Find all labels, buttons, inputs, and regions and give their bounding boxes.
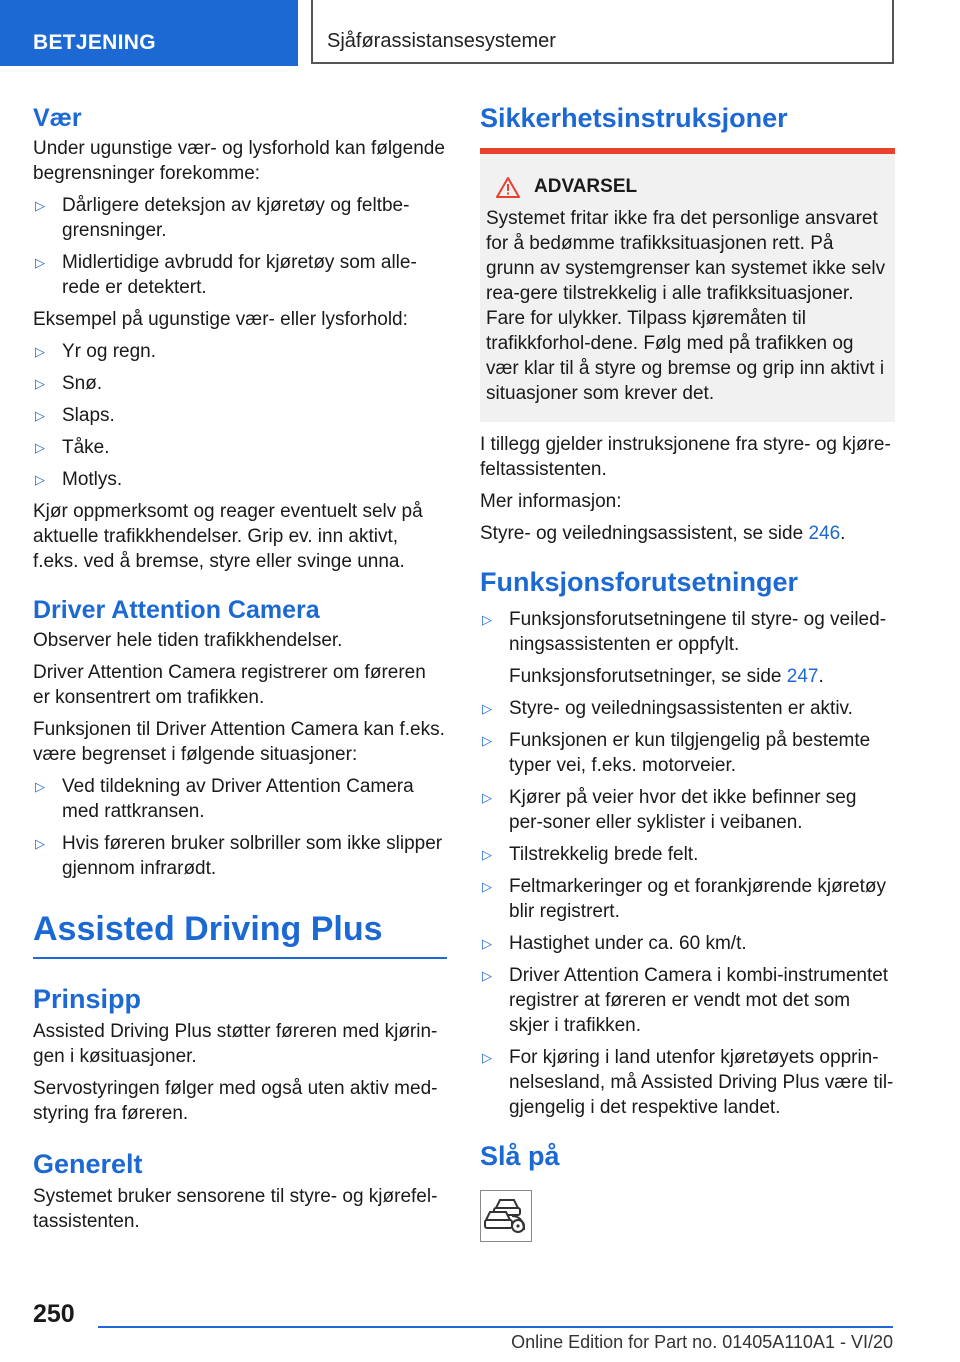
bullet-icon: ▷	[35, 198, 45, 213]
list-item: ▷ Feltmarkeringer og et forankjørende kjøretøy blir registrert.	[482, 876, 886, 922]
bullet-icon: ▷	[482, 790, 492, 805]
principle-p1: Assisted Driving Plus støtter føreren med kjørin-gen i køsituasjoner.	[33, 1021, 438, 1067]
bullet-icon: ▷	[35, 440, 45, 455]
warning-box	[480, 148, 895, 422]
camera-p3: Funksjonen til Driver Attention Camera kan f.eks. være begrenset i følgende situasjoner:	[33, 719, 445, 765]
principle-heading: Prinsipp	[33, 984, 142, 1014]
bullet-icon: ▷	[35, 836, 45, 851]
camera-p2: Driver Attention Camera registrerer om føreren er konsentrert om trafikken.	[33, 662, 426, 708]
chapter-title: Sjåførassistansesystemer	[311, 0, 894, 64]
principle-p2: Servostyringen følger med også uten aktiv med-styring fra føreren.	[33, 1078, 438, 1124]
page-number: 250	[33, 1300, 75, 1328]
warning-triangle-icon	[496, 177, 520, 198]
list-item: ▷ Midlertidige avbrudd for kjøretøy som alle-rede er detektert.	[35, 252, 417, 298]
list-item: ▷ Tilstrekkelig brede felt.	[482, 844, 699, 865]
footer-edition: Online Edition for Part no. 01405A110A1 - VI/20	[98, 1326, 893, 1353]
list-item: ▷ Kjører på veier hvor det ikke befinner seg per-soner eller syklister i veibanen.	[482, 787, 857, 833]
list-item: ▷ Tåke.	[35, 437, 110, 458]
list-item: ▷ Dårligere deteksjon av kjøretøy og feltbe-grensninger.	[35, 195, 410, 241]
requirements-list	[480, 607, 895, 1120]
safety-p1: I tillegg gjelder instruksjonene fra styre- og kjøre-feltassistenten.	[480, 434, 891, 480]
list-item: ▷ For kjøring i land utenfor kjøretøyets opprin-nelsesland, må Assisted Driving Plus være til-gjengelig i det respektive landet.	[482, 1047, 894, 1118]
requirements-ref: Funksjonsforutsetninger, se side 247.	[509, 666, 824, 687]
bullet-icon: ▷	[482, 701, 492, 716]
bullet-icon: ▷	[482, 847, 492, 862]
bullet-icon: ▷	[482, 936, 492, 951]
general-heading: Generelt	[33, 1149, 143, 1179]
list-item: ▷ Funksjonen er kun tilgjengelig på bestemte typer vei, f.eks. motorveier.	[482, 730, 871, 776]
bullet-icon: ▷	[35, 255, 45, 270]
main-heading: Assisted Driving Plus	[33, 903, 447, 959]
list-item: ▷ Snø.	[35, 373, 103, 394]
bullet-icon: ▷	[35, 376, 45, 391]
weather-intro: Under ugunstige vær- og lysforhold kan følgende begrensninger forekomme:	[33, 138, 445, 184]
bullet-icon: ▷	[35, 408, 45, 423]
list-item: ▷ Ved tildekning av Driver Attention Camera med rattkransen.	[35, 776, 414, 822]
camera-list	[33, 774, 447, 881]
bullet-icon: ▷	[35, 344, 45, 359]
list-item: ▷ Slaps.	[35, 405, 115, 426]
safety-ref: Styre- og veiledningsassistent, se side 246.	[480, 523, 846, 544]
list-item: ▷ Styre- og veiledningsassistenten er aktiv.	[482, 698, 853, 719]
list-item: ▷ Hastighet under ca. 60 km/t.	[482, 933, 747, 954]
right-column	[480, 96, 895, 1242]
list-item: ▷ Motlys.	[35, 469, 123, 490]
left-column	[33, 96, 447, 1234]
list-item: ▷ Hvis føreren bruker solbriller som ikke slipper gjennom infrarødt.	[35, 833, 443, 879]
list-item: ▷ Funksjonsforutsetningene til styre- og veiled-ningsassistenten er oppfylt. Funksjonsforutsetninger, se side 247.	[480, 607, 895, 689]
bullet-icon: ▷	[35, 779, 45, 794]
section-tab: BETJENING	[0, 0, 298, 66]
page-header	[0, 0, 960, 66]
bullet-icon: ▷	[35, 472, 45, 487]
bullet-icon: ▷	[482, 612, 492, 627]
camera-heading: Driver Attention Camera	[33, 596, 320, 624]
bullet-icon: ▷	[482, 879, 492, 894]
safety-heading: Sikkerhetsinstruksjoner	[480, 103, 788, 133]
weather-limits-list	[33, 193, 447, 300]
weather-heading: Vær	[33, 104, 82, 132]
warning-label: ADVARSEL	[534, 176, 638, 197]
page-link[interactable]: 246	[808, 523, 841, 544]
requirements-heading: Funksjonsforutsetninger	[480, 567, 799, 597]
bullet-icon: ▷	[482, 968, 492, 983]
general-p1: Systemet bruker sensorene til styre- og kjørefel-tassistenten.	[33, 1186, 438, 1232]
weather-outro: Kjør oppmerksomt og reager eventuelt selv på aktuelle trafikkhendelser. Grip ev. inn aktivt, f.eks. ved å bremse, styre eller svinge unna.	[33, 501, 423, 572]
list-item: ▷ Driver Attention Camera i kombi-instrumentet registrer at føreren er vendt mot det som skjer i trafikken.	[482, 965, 889, 1036]
warning-text: Systemet fritar ikke fra det personlige ansvaret for å bedømme trafikksituasjonen rett. På grunn av systemgrenser kan systemet ikke selv rea-gere tilstrekkelig i alle trafikksituasjoner. Fare for ulykker. Tilpass kjøremåten til trafikkforhol-dene. Følg med på trafikken og vær klar til å styre og bremse og grip inn aktivt i situasjoner som krever det.	[486, 208, 886, 404]
weather-examples-list	[33, 339, 447, 492]
bullet-icon: ▷	[482, 733, 492, 748]
safety-p2: Mer informasjon:	[480, 491, 622, 512]
warning-header	[496, 174, 887, 200]
camera-p1: Observer hele tiden trafikkhendelser.	[33, 630, 343, 651]
list-item: ▷ Yr og regn.	[35, 341, 156, 362]
assisted-driving-button[interactable]	[480, 1190, 532, 1242]
assisted-driving-icon	[484, 1196, 528, 1236]
bullet-icon: ▷	[482, 1050, 492, 1065]
switch-on-heading: Slå på	[480, 1141, 560, 1171]
weather-examples-intro: Eksempel på ugunstige vær- eller lysforhold:	[33, 309, 408, 330]
page-link[interactable]: 247	[786, 666, 819, 687]
